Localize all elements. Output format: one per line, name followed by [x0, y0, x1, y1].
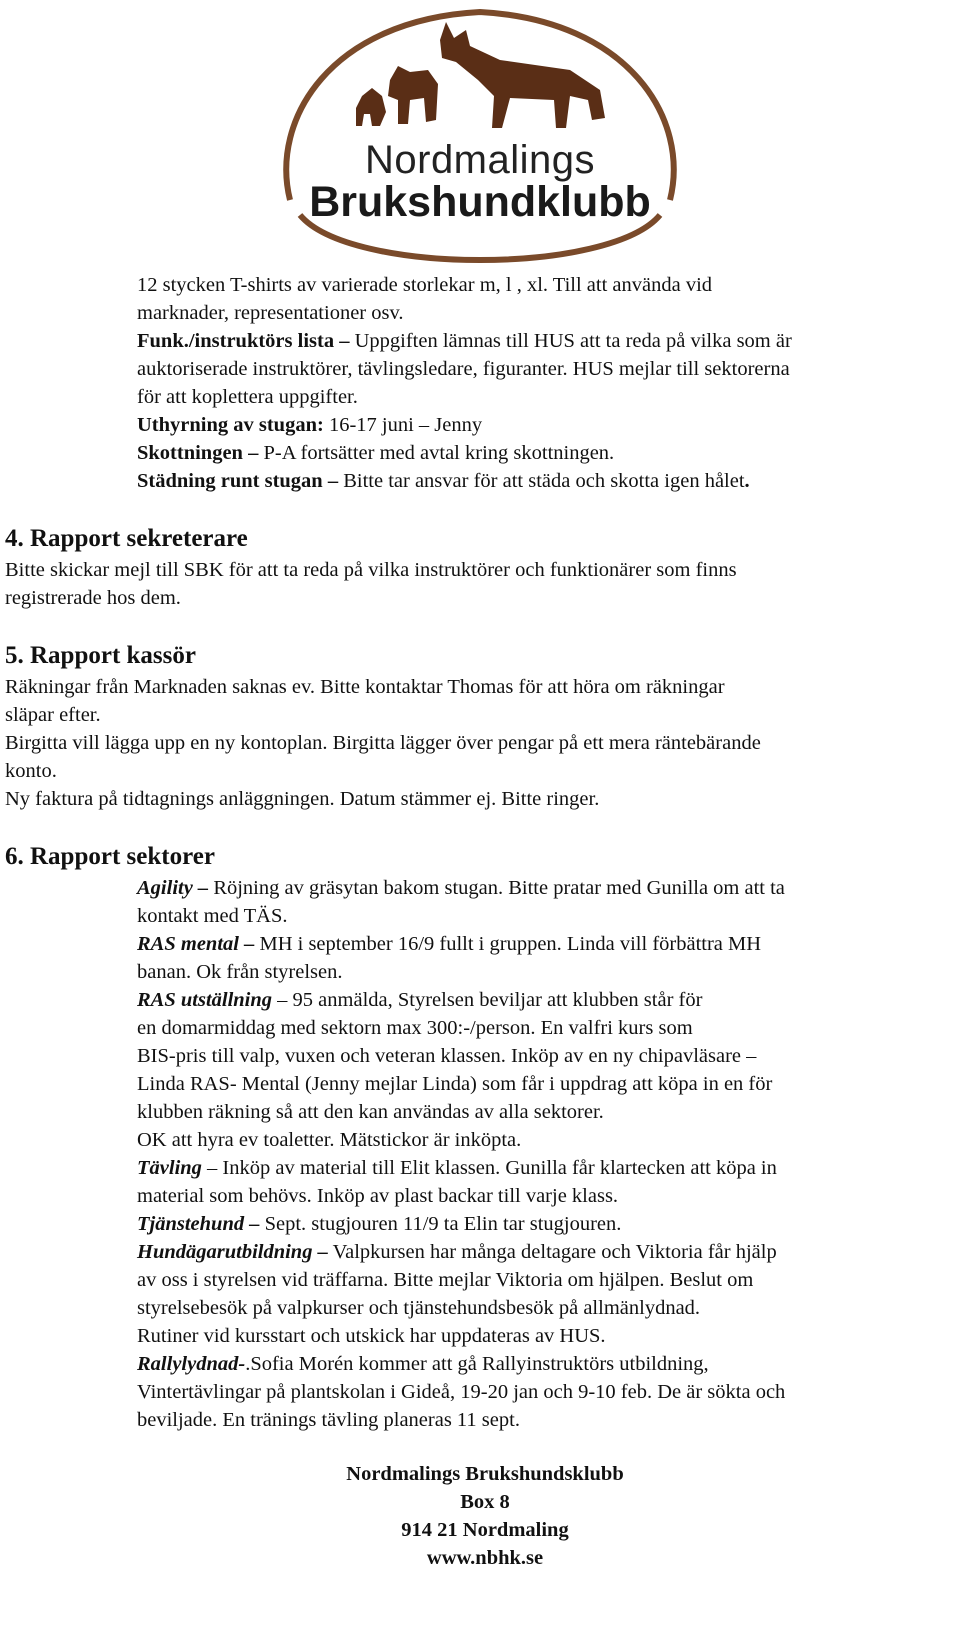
ras-utstallning-line — [137, 987, 702, 1013]
ras-utstallning-line-3: BIS-pris till valp, vuxen och veteran klassen. Inköp av en ny chipavläsare – — [137, 1045, 757, 1067]
hundagarutbildning-line-3: styrelsebesök på valpkurser och tjänstehundsbesök på allmänlydnad. — [137, 1297, 701, 1319]
stadning-line — [137, 468, 750, 494]
ras-utstallning-line-2: en domarmiddag med sektorn max 300:-/person. En valfri kurs som — [137, 1017, 693, 1039]
stadning-end: . — [744, 470, 750, 492]
s5-line-5: Ny faktura på tidtagnings anläggningen. Datum stämmer ej. Bitte ringer. — [5, 788, 600, 810]
tjanstehund-label: Tjänstehund – — [137, 1213, 260, 1235]
tjanstehund-text: Sept. stugjouren 11/9 ta Elin tar stugjouren. — [259, 1213, 622, 1235]
s5-line-3: Birgitta vill lägga upp en ny kontoplan. Birgitta lägger över pengar på ett mera räntebärande — [5, 732, 761, 754]
rallylydnad-line-3: beviljade. En tränings tävling planeras 11 sept. — [137, 1409, 520, 1431]
ras-utstallning-label: RAS utställning — [137, 989, 273, 1011]
footer-city: 914 21 Nordmaling — [401, 1519, 569, 1541]
logo-title-line2: Brukshundklubb — [309, 178, 651, 226]
footer-org: Nordmalings Brukshundsklubb — [346, 1463, 624, 1485]
stadning-label: Städning runt stugan – — [137, 470, 339, 492]
s4-line-1: Bitte skickar mejl till SBK för att ta reda på vilka instruktörer och funktionärer som finns — [5, 559, 737, 581]
uthyrning-label: Uthyrning av stugan: — [137, 414, 324, 436]
ras-utstallning-line-5: klubben räkning så att den kan användas av alla sektorer. — [137, 1101, 604, 1123]
footer-website-link[interactable]: www.nbhk.se — [426, 1547, 544, 1569]
intro-line-1: 12 stycken T-shirts av varierade storlekar m, l , xl. Till att använda vid — [137, 274, 713, 296]
agility-text: Röjning av gräsytan bakom stugan. Bitte pratar med Gunilla om att ta — [208, 877, 785, 899]
funk-label: Funk./instruktörs lista – — [137, 330, 350, 352]
s5-line-4: konto. — [5, 760, 57, 782]
tavling-text: – Inköp av material till Elit klassen. Gunilla får klartecken att köpa in — [201, 1157, 777, 1179]
uthyrning-line — [137, 412, 482, 438]
ras-mental-line-2: banan. Ok från styrelsen. — [137, 961, 343, 983]
ras-mental-text: MH i september 16/9 fullt i gruppen. Linda vill förbättra MH — [254, 933, 762, 955]
rallylydnad-line — [137, 1351, 709, 1377]
logo-title-line1: Nordmalings — [364, 138, 596, 182]
tavling-label: Tävling — [137, 1157, 202, 1179]
tavling-line-2: material som behövs. Inköp av plast backar till varje klass. — [137, 1185, 619, 1207]
funk-text: Uppgiften lämnas till HUS att ta reda på vilka som är — [349, 330, 792, 352]
footer-box: Box 8 — [460, 1491, 510, 1513]
s5-line-2: släpar efter. — [5, 704, 101, 726]
tavling-line — [137, 1155, 777, 1181]
funk-line — [137, 328, 792, 354]
s5-line-1: Räkningar från Marknaden saknas ev. Bitte kontaktar Thomas för att höra om räkningar — [5, 676, 725, 698]
section-4-heading: 4. Rapport sekreterare — [5, 525, 248, 552]
small-dog-icon — [388, 66, 438, 124]
puppy-icon — [356, 88, 386, 126]
intro-line-2: marknader, representationer osv. — [137, 302, 404, 324]
agility-label: Agility – — [137, 877, 209, 899]
ras-mental-line — [137, 931, 761, 957]
rallylydnad-line-2: Vintertävlingar på plantskolan i Gideå, 19-20 jan och 9-10 feb. De är sökta och — [137, 1381, 786, 1403]
section-5-heading: 5. Rapport kassör — [5, 642, 196, 669]
rallylydnad-text: .Sofia Morén kommer att gå Rallyinstruktörs utbildning, — [245, 1353, 709, 1375]
skottning-text: P-A fortsätter med avtal kring skottningen. — [258, 442, 615, 464]
ras-utstallning-line-6: OK att hyra ev toaletter. Mätstickor är inköpta. — [137, 1129, 522, 1151]
stadning-text: Bitte tar ansvar för att städa och skotta igen hålet — [338, 470, 745, 492]
skottning-line — [137, 440, 614, 466]
hundagarutbildning-line — [137, 1239, 777, 1265]
skottning-label: Skottningen – — [137, 442, 259, 464]
intro-line-4: auktoriserade instruktörer, tävlingsledare, figuranter. HUS mejlar till sektorerna — [137, 358, 790, 380]
uthyrning-text: 16-17 juni – Jenny — [323, 414, 483, 436]
club-logo — [270, 0, 690, 280]
hundagarutbildning-line-2: av oss i styrelsen vid träffarna. Bitte mejlar Viktoria om hjälpen. Beslut om — [137, 1269, 754, 1291]
hundagarutbildning-line-4: Rutiner vid kursstart och utskick har uppdateras av HUS. — [137, 1325, 606, 1347]
tjanstehund-line — [137, 1211, 621, 1237]
hundagarutbildning-label: Hundägarutbildning – — [137, 1241, 328, 1263]
ras-utstallning-line-4: Linda RAS- Mental (Jenny mejlar Linda) som får i uppdrag att köpa in en för — [137, 1073, 773, 1095]
hundagarutbildning-text: Valpkursen har många deltagare och Viktoria får hjälp — [327, 1241, 777, 1263]
section-6-heading: 6. Rapport sektorer — [5, 843, 215, 870]
intro-line-5: för att koplettera uppgifter. — [137, 386, 358, 408]
agility-line-2: kontakt med TÄS. — [137, 905, 288, 927]
ras-mental-label: RAS mental – — [137, 933, 255, 955]
agility-line — [137, 875, 785, 901]
ras-utstallning-text: – 95 anmälda, Styrelsen beviljar att klubben står för — [272, 989, 703, 1011]
rallylydnad-label: Rallylydnad- — [137, 1353, 246, 1375]
s4-line-2: registrerade hos dem. — [5, 587, 181, 609]
